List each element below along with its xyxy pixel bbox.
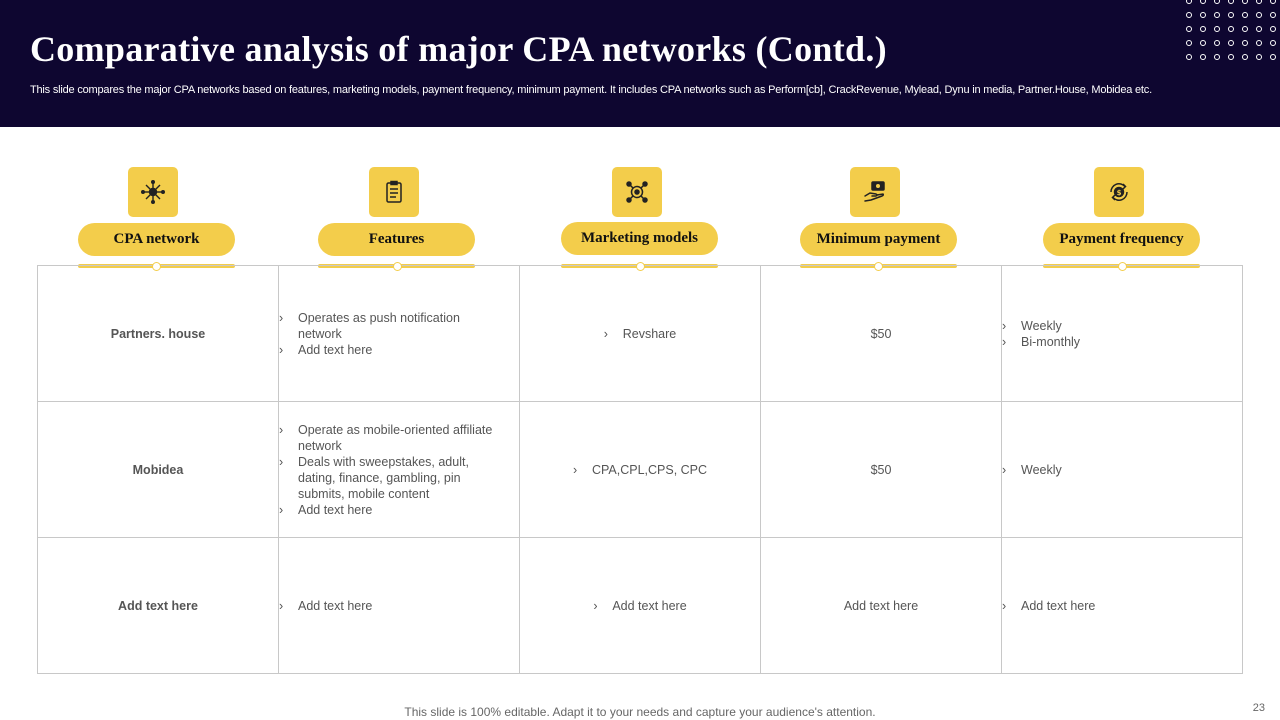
target-network-icon (612, 167, 662, 217)
comparison-table (37, 265, 1243, 674)
decorative-dot (1228, 0, 1234, 4)
decorative-dot (1256, 0, 1262, 4)
decorative-dot (1200, 54, 1206, 60)
decorative-dot (1256, 26, 1262, 32)
column-header-cpa-network: CPA network (78, 223, 235, 256)
decorative-dot (1256, 54, 1262, 60)
column-header-features: Features (318, 223, 475, 256)
clipboard-checklist-icon (369, 167, 419, 217)
cell-models (520, 266, 761, 402)
decorative-dot (1186, 40, 1192, 46)
network-hub-icon (128, 167, 178, 217)
header-connector-dot (1118, 262, 1127, 271)
header-connector-dot (636, 262, 645, 271)
decorative-dot (1228, 40, 1234, 46)
cell-min-payment: Add text here (761, 538, 1002, 674)
decorative-dot (1270, 54, 1276, 60)
table-row (38, 538, 1243, 674)
slide-title: Comparative analysis of major CPA networks (Contd.) (30, 29, 887, 69)
header-connector-dot (874, 262, 883, 271)
cell-features (279, 402, 520, 538)
svg-text:$: $ (1116, 189, 1122, 197)
list-item: › Add text here (279, 502, 493, 518)
cell-features (279, 538, 520, 674)
list-item: › Bi-monthly (1002, 334, 1216, 350)
decorative-dot (1200, 26, 1206, 32)
table-row (38, 402, 1243, 538)
cell-network: Mobidea (38, 402, 279, 538)
decorative-dot (1214, 26, 1220, 32)
cell-frequency (1002, 538, 1243, 674)
decorative-dot (1214, 40, 1220, 46)
decorative-dot (1214, 12, 1220, 18)
page-number: 23 (1252, 702, 1265, 714)
cell-min-payment: $50 (761, 266, 1002, 402)
decorative-dot (1256, 12, 1262, 18)
decorative-dot (1186, 54, 1192, 60)
column-header-payment-frequency: Payment frequency (1043, 223, 1200, 256)
column-header-minimum-payment: Minimum payment (800, 223, 957, 256)
list-item: › CPA,CPL,CPS, CPC (573, 462, 707, 478)
list-item: › Add text here (279, 598, 493, 614)
decorative-dot (1186, 26, 1192, 32)
cell-network: Add text here (38, 538, 279, 674)
decorative-dot (1270, 40, 1276, 46)
list-item: › Revshare (604, 326, 677, 342)
cell-network: Partners. house (38, 266, 279, 402)
cell-frequency (1002, 402, 1243, 538)
decorative-dot (1214, 54, 1220, 60)
cell-models (520, 402, 761, 538)
decorative-dot (1200, 12, 1206, 18)
decorative-dot (1186, 12, 1192, 18)
cell-frequency (1002, 266, 1243, 402)
cell-models (520, 538, 761, 674)
decorative-dot (1256, 40, 1262, 46)
cell-features (279, 266, 520, 402)
decorative-dot (1270, 0, 1276, 4)
slide-subtitle: This slide compares the major CPA networks based on features, marketing models, payment frequency, minimum payment. It includes CPA networks such as Perform[cb], CrackRevenue, Mylead, Dynu in media, Partner.House, Mobidea etc. (30, 84, 1152, 96)
decorative-dot (1228, 26, 1234, 32)
header-connector-dot (393, 262, 402, 271)
decorative-dot (1242, 40, 1248, 46)
dollar-cycle-icon (1094, 167, 1144, 217)
list-item: › Add text here (593, 598, 686, 614)
header-banner (0, 0, 1280, 127)
list-item: › Add text here (279, 342, 493, 358)
decorative-dot (1270, 26, 1276, 32)
decorative-dot (1228, 12, 1234, 18)
decorative-dot (1200, 40, 1206, 46)
list-item: › Operates as push notification network (279, 310, 493, 342)
cell-min-payment: $50 (761, 402, 1002, 538)
header-connector-dot (152, 262, 161, 271)
decorative-dot (1242, 26, 1248, 32)
hand-money-icon (850, 167, 900, 217)
column-header-marketing-models: Marketing models (561, 222, 718, 255)
list-item: › Add text here (1002, 598, 1216, 614)
decorative-dot (1270, 12, 1276, 18)
decorative-dot (1242, 54, 1248, 60)
footer-note: This slide is 100% editable. Adapt it to your needs and capture your audience's attention. (404, 705, 876, 719)
decorative-dot (1214, 0, 1220, 4)
list-item: › Deals with sweepstakes, adult, dating, finance, gambling, pin submits, mobile content (279, 454, 493, 502)
decorative-dot (1186, 0, 1192, 4)
decorative-dot (1228, 54, 1234, 60)
list-item: › Weekly (1002, 318, 1216, 334)
list-item: › Weekly (1002, 462, 1216, 478)
decorative-dot-grid (1180, 0, 1280, 68)
table-row (38, 266, 1243, 402)
decorative-dot (1242, 12, 1248, 18)
list-item: › Operate as mobile-oriented affiliate network (279, 422, 493, 454)
decorative-dot (1242, 0, 1248, 4)
decorative-dot (1200, 0, 1206, 4)
